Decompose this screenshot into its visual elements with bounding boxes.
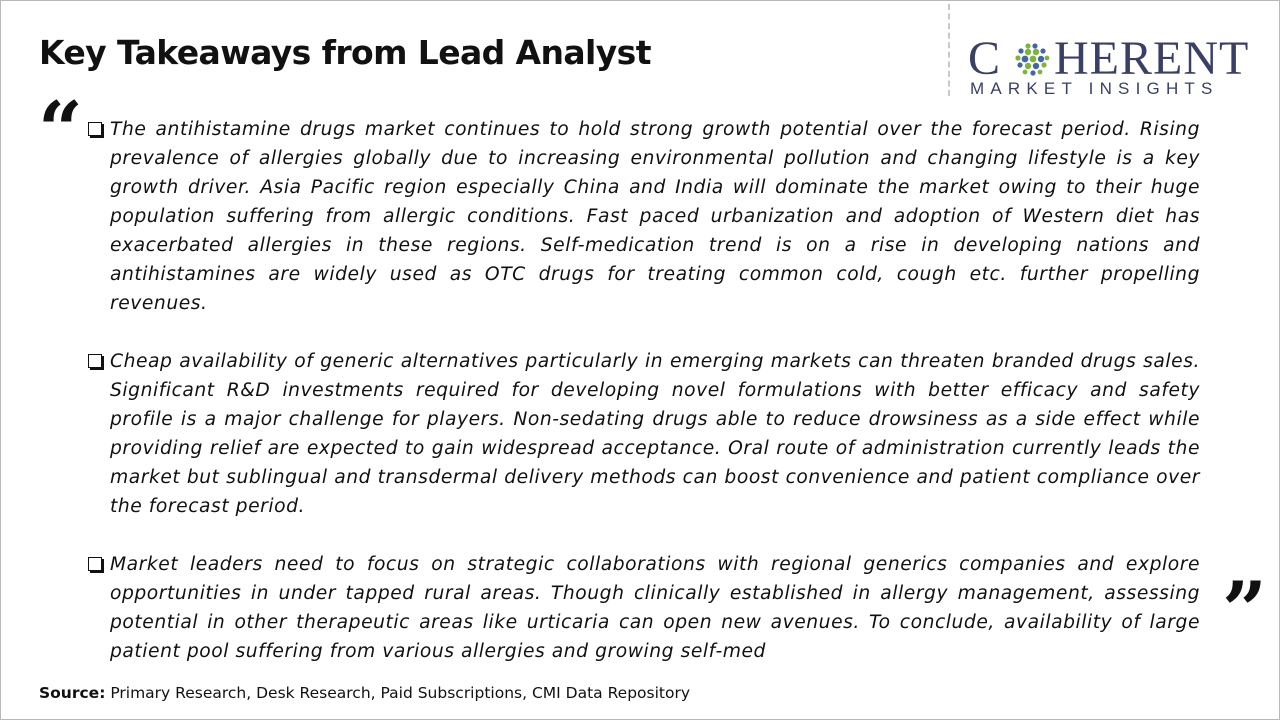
list-item: [86, 115, 1200, 318]
logo-divider: [948, 4, 950, 96]
takeaway-text: Cheap availability of generic alternatives particularly in emerging markets can threaten branded drugs sales. Significant R&D investments required for developing novel formulations with better efficacy and safety profile is a major challenge for players. Non-sedating drugs able to reduce drowsiness as a side effect while providing relief are expected to gain widespread acceptance. Oral route of administration currently leads the market but sublingual and transdermal delivery methods can boost convenience and patient compliance over the forecast period.: [110, 351, 1200, 517]
takeaway-text: Market leaders need to focus on strategic collaborations with regional generics companies and explore opportunities in under tapped rural areas. Though clinically established in allergy management, assessing potential in other therapeutic areas like urticaria can open new avenues. To conclude, availability of large patient pool suffering from various allergies and growing self-med: [110, 554, 1200, 662]
company-logo: [968, 30, 1263, 100]
source-label: Source:: [39, 684, 106, 702]
close-quote-icon: ”: [1222, 565, 1267, 656]
logo-name-right: HERENT: [1054, 32, 1250, 85]
page-title: Key Takeaways from Lead Analyst: [39, 33, 651, 72]
logo-name-left: C: [968, 32, 1002, 85]
open-quote-icon: “: [38, 85, 83, 176]
list-item: [86, 347, 1200, 521]
checkbox-bullet-icon: [88, 122, 102, 136]
source-text: Primary Research, Desk Research, Paid Subscriptions, CMI Data Repository: [105, 684, 691, 702]
checkbox-bullet-icon: [88, 354, 102, 368]
list-item: [86, 550, 1200, 666]
checkbox-bullet-icon: [88, 557, 102, 571]
takeaway-text: The antihistamine drugs market continues to hold strong growth potential over the forecast period. Rising prevalence of allergies globally due to increasing environmental pollution and changing lifestyle is a key growth driver. Asia Pacific region especially China and India will dominate the market owing to their huge population suffering from allergic conditions. Fast paced urbanization and adoption of Western diet has exacerbated allergies in these regions. Self-medication trend is on a rise in developing nations and antihistamines are widely used as OTC drugs for treating common cold, cough etc. further propelling revenues.: [110, 119, 1200, 314]
logo-tagline: MARKET INSIGHTS: [970, 79, 1219, 98]
takeaways-list: [86, 115, 1200, 695]
logo-globe-dots: [1015, 43, 1049, 75]
coherent-logo-icon: [968, 30, 1263, 100]
source-note: [39, 684, 690, 702]
